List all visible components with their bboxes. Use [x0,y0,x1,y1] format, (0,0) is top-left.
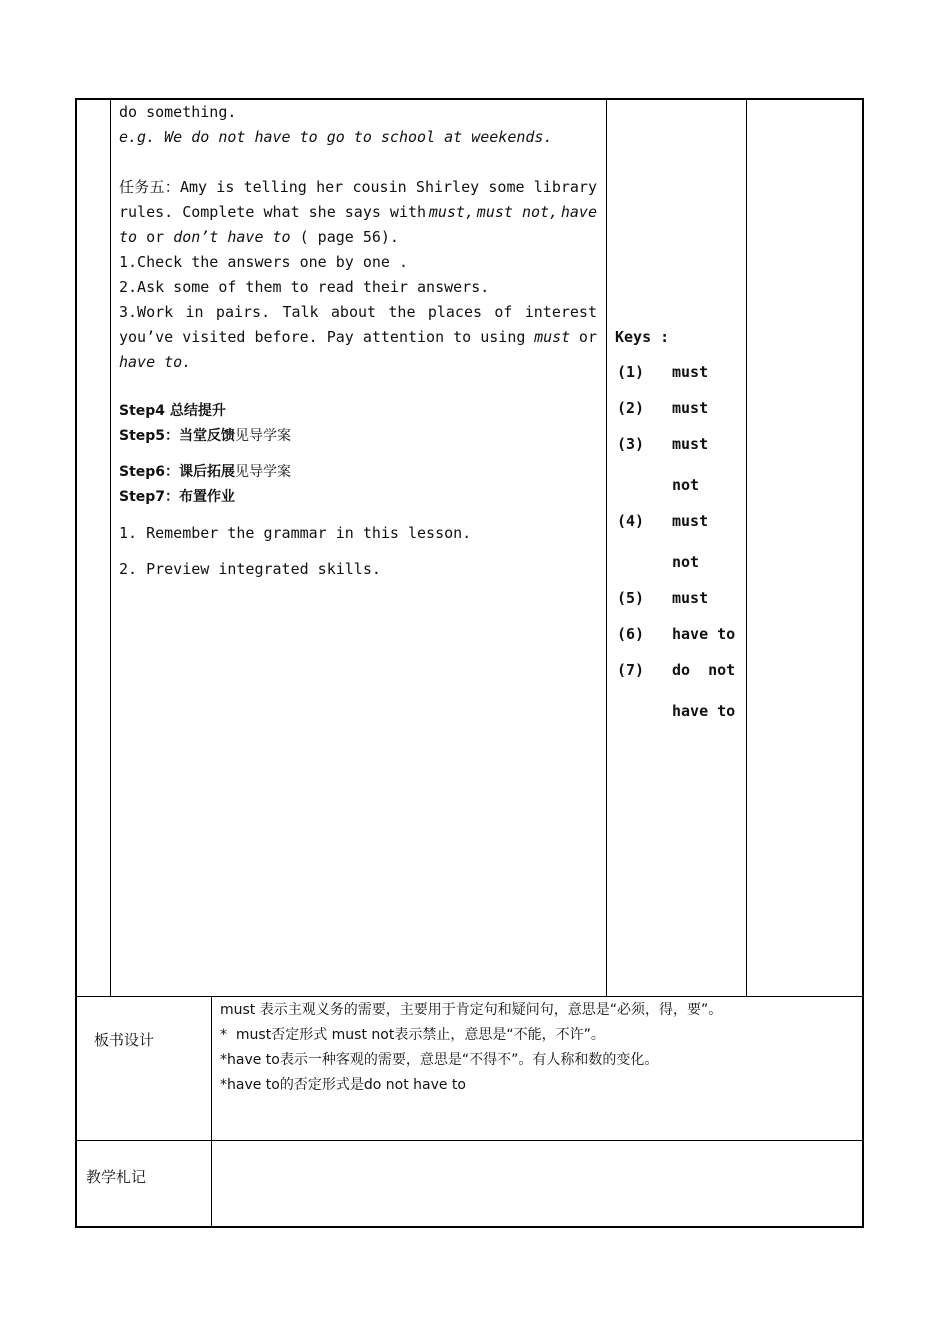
key-num: (6) [617,625,645,643]
task5-page: ( page 56). [299,228,399,246]
notes-area[interactable] [213,1142,861,1225]
key-num: (1) [617,363,645,381]
step4-heading: Step4 总结提升 [119,403,226,419]
task5-text: rules. Complete what she says with [119,203,427,221]
task5-line-b [119,200,597,225]
step5-heading [119,424,291,449]
step5-note: 见导学案 [235,428,292,444]
task5-or: or [146,228,165,246]
key-answer: do not [672,661,736,679]
step-pairwork-a: 3.Work in pairs. Talk about the places of interest [119,303,597,321]
keys-title: Keys : [615,328,670,346]
row-divider-notes [76,1140,863,1141]
key-num: (3) [617,435,645,453]
key-num: (7) [617,661,645,679]
row-divider-board [76,996,863,997]
step7-heading: Step7：布置作业 [119,489,236,505]
task5-mustnot: must not, [476,203,559,221]
step-check: 1.Check the answers one by one . [119,253,408,271]
key-num: (2) [617,399,645,417]
pairwork-text: you’ve visited before. Pay attention to using [119,328,526,346]
task5-line-a: 任务五：Amy is telling her cousin Shirley some library [119,178,597,196]
step5-label: Step5：当堂反馈 [119,428,236,444]
board-line: * must否定形式 must not表示禁止，意思是“不能，不许”。 [220,1027,605,1043]
key-num: (4) [617,512,645,530]
board-line: must 表示主观义务的需要，主要用于肯定句和疑问句，意思是“必须，得，要”。 [220,1002,723,1018]
notes-label: 教学札记 [86,1168,147,1186]
table-right-border [862,98,864,1228]
board-line: *have to的否定形式是do not have to [220,1077,466,1093]
key-answer: must [672,435,709,453]
key-answer: must [672,512,709,530]
board-label: 板书设计 [94,1031,155,1049]
key-answer: not [672,553,700,571]
col-divider-3 [746,99,747,996]
text-line: do something. [119,103,237,121]
key-answer: must [672,589,709,607]
task5-must: must, [428,203,474,221]
board-line: *have to表示一种客观的需要，意思是“不得不”。有人称和数的变化。 [220,1052,659,1068]
task5-have: have [560,203,597,221]
task5-donthave: don’t have to [173,228,291,246]
pairwork-must: must [534,328,571,346]
table-left-border [75,98,77,1228]
step-ask: 2.Ask some of them to read their answers. [119,278,490,296]
label-col-divider [211,997,212,1227]
example-sentence: e.g. We do not have to go to school at weekends. [119,128,553,146]
key-answer: have to [672,702,736,720]
task5-to: to [119,228,138,246]
homework-item-1: 1. Remember the grammar in this lesson. [119,524,472,542]
col-divider-2 [606,99,607,996]
col-divider-1 [110,99,111,996]
table-bottom-border [76,1226,863,1228]
key-answer: not [672,476,700,494]
step-pairwork-c: have to. [119,353,192,371]
key-answer: must [672,399,709,417]
step6-note: 见导学案 [235,464,292,480]
step6-label: Step6：课后拓展 [119,464,236,480]
homework-item-2: 2. Preview integrated skills. [119,560,381,578]
pairwork-or: or [578,328,597,346]
key-num: (5) [617,589,645,607]
step6-heading [119,460,291,485]
task5-line-c [119,225,399,250]
key-answer: must [672,363,709,381]
step-pairwork-b [119,325,597,350]
key-answer: have to [672,625,736,643]
